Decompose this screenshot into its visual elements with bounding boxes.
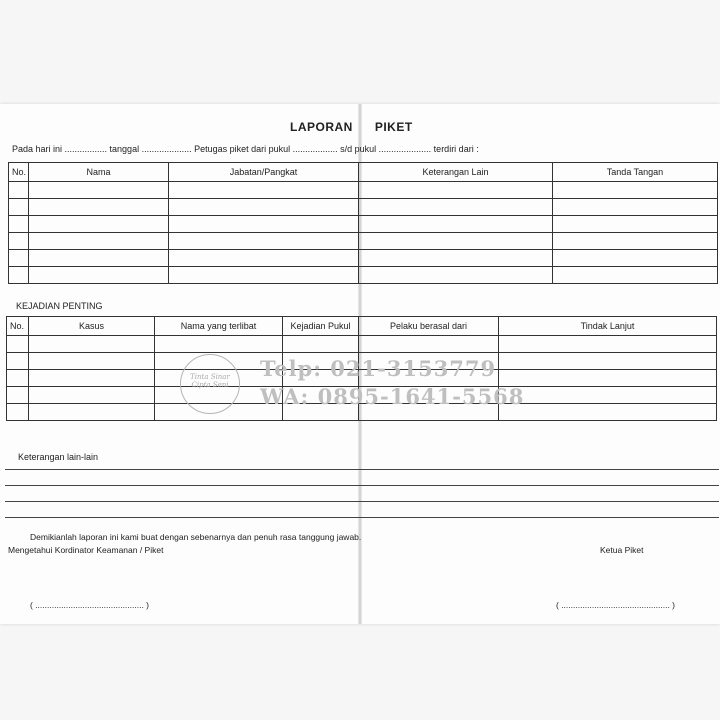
right-signature-label: Ketua Piket (600, 545, 644, 555)
table-cell[interactable] (553, 182, 718, 199)
form-sheet (0, 104, 720, 624)
table-cell[interactable] (29, 267, 169, 284)
table-cell[interactable] (359, 233, 553, 250)
table-cell[interactable] (359, 404, 499, 421)
table-cell[interactable] (359, 370, 499, 387)
table2-header: Kasus (29, 317, 155, 336)
section-kejadian-penting: KEJADIAN PENTING (16, 301, 103, 311)
table-cell[interactable] (9, 199, 29, 216)
table-cell[interactable] (169, 233, 359, 250)
table-cell[interactable] (553, 216, 718, 233)
table-cell[interactable] (29, 336, 155, 353)
table-cell[interactable] (155, 353, 283, 370)
table-cell[interactable] (155, 370, 283, 387)
table-cell[interactable] (359, 182, 553, 199)
table-cell[interactable] (499, 387, 717, 404)
table-cell[interactable] (553, 267, 718, 284)
table-row (7, 336, 717, 353)
table-cell[interactable] (359, 336, 499, 353)
table-cell[interactable] (29, 370, 155, 387)
incidents-table (6, 316, 717, 421)
table-row (7, 370, 717, 387)
table-cell[interactable] (7, 404, 29, 421)
table-cell[interactable] (359, 250, 553, 267)
table2-header: Tindak Lanjut (499, 317, 717, 336)
table1-header: No. (9, 163, 29, 182)
table2-header: Pelaku berasal dari (359, 317, 499, 336)
table-row (9, 233, 553, 250)
ruled-line (5, 486, 719, 502)
table1-header: Jabatan/Pangkat (169, 163, 359, 182)
table-cell[interactable] (553, 250, 718, 267)
table-cell[interactable] (9, 216, 29, 233)
table-cell[interactable] (155, 404, 283, 421)
table-row (553, 182, 718, 199)
table-cell[interactable] (7, 336, 29, 353)
table-cell[interactable] (29, 182, 169, 199)
table2-header: Nama yang terlibat (155, 317, 283, 336)
table-cell[interactable] (169, 182, 359, 199)
table-cell[interactable] (9, 182, 29, 199)
duty-signature-column (552, 162, 718, 284)
left-signature-blank: ( .............................................. ) (30, 600, 150, 610)
table-cell[interactable] (9, 267, 29, 284)
right-signature-blank: ( .............................................. ) (556, 600, 676, 610)
table-row (553, 233, 718, 250)
table-row (553, 250, 718, 267)
table-cell[interactable] (155, 336, 283, 353)
watermark-whatsapp: WA: 0895-1641-5568 (260, 384, 525, 409)
duty-info-line: Pada hari ini ................. tanggal .................... Petugas piket dari pukul .................. s/d pukul ..................... terdiri dari : (12, 144, 479, 154)
table-cell[interactable] (283, 336, 359, 353)
table-row (7, 404, 717, 421)
table-row (553, 199, 718, 216)
keterangan-label: Keterangan lain-lain (18, 452, 99, 462)
table-cell[interactable] (359, 267, 553, 284)
table2-header: Kejadian Pukul (283, 317, 359, 336)
table-cell[interactable] (29, 199, 169, 216)
table-cell[interactable] (169, 250, 359, 267)
left-signature-label: Mengetahui Kordinator Keamanan / Piket (8, 545, 164, 555)
table1-header: Nama (29, 163, 169, 182)
table-row (9, 216, 553, 233)
table-row (553, 216, 718, 233)
table-cell[interactable] (29, 233, 169, 250)
table-cell[interactable] (359, 353, 499, 370)
ruled-line (5, 502, 719, 518)
table-cell[interactable] (169, 267, 359, 284)
table-cell[interactable] (9, 250, 29, 267)
table-row (9, 199, 553, 216)
table-cell[interactable] (7, 370, 29, 387)
duty-officers-table (8, 162, 553, 284)
table-row (7, 387, 717, 404)
table2-header: No. (7, 317, 29, 336)
watermark-phone: Telp: 021-3153779 (260, 356, 497, 381)
table-row (9, 250, 553, 267)
table-row (9, 267, 553, 284)
table-cell[interactable] (499, 370, 717, 387)
table-cell[interactable] (7, 353, 29, 370)
table-cell[interactable] (359, 387, 499, 404)
table-cell[interactable] (29, 250, 169, 267)
table-row (7, 353, 717, 370)
table-row (9, 182, 553, 199)
table1-header: Keterangan Lain (359, 163, 553, 182)
table-cell[interactable] (553, 199, 718, 216)
table-cell[interactable] (169, 216, 359, 233)
title-word-2: PIKET (374, 120, 413, 134)
table-cell[interactable] (29, 216, 169, 233)
table-cell[interactable] (359, 199, 553, 216)
table-cell[interactable] (553, 233, 718, 250)
ruled-line (5, 454, 719, 470)
table-cell[interactable] (283, 353, 359, 370)
table-cell[interactable] (283, 370, 359, 387)
table-cell[interactable] (7, 387, 29, 404)
title-word-1: LAPORAN (290, 120, 353, 134)
keterangan-lines (5, 454, 719, 518)
table-cell[interactable] (155, 387, 283, 404)
table-cell[interactable] (29, 353, 155, 370)
table-cell[interactable] (9, 233, 29, 250)
watermark-logo-text: Tinta Sinar Cipta Seni (190, 373, 230, 389)
header-tanda-tangan: Tanda Tangan (553, 163, 718, 182)
table-cell[interactable] (283, 404, 359, 421)
closing-statement: Demikianlah laporan ini kami buat dengan sebenarnya dan penuh rasa tanggung jawab. (30, 532, 362, 542)
table-cell[interactable] (499, 404, 717, 421)
table-cell[interactable] (359, 216, 553, 233)
table-cell[interactable] (499, 353, 717, 370)
ruled-line (5, 470, 719, 486)
table-cell[interactable] (29, 387, 155, 404)
form-title (290, 120, 430, 134)
table-cell[interactable] (499, 336, 717, 353)
table-cell[interactable] (169, 199, 359, 216)
table-cell[interactable] (283, 387, 359, 404)
table-row (553, 267, 718, 284)
table-cell[interactable] (29, 404, 155, 421)
